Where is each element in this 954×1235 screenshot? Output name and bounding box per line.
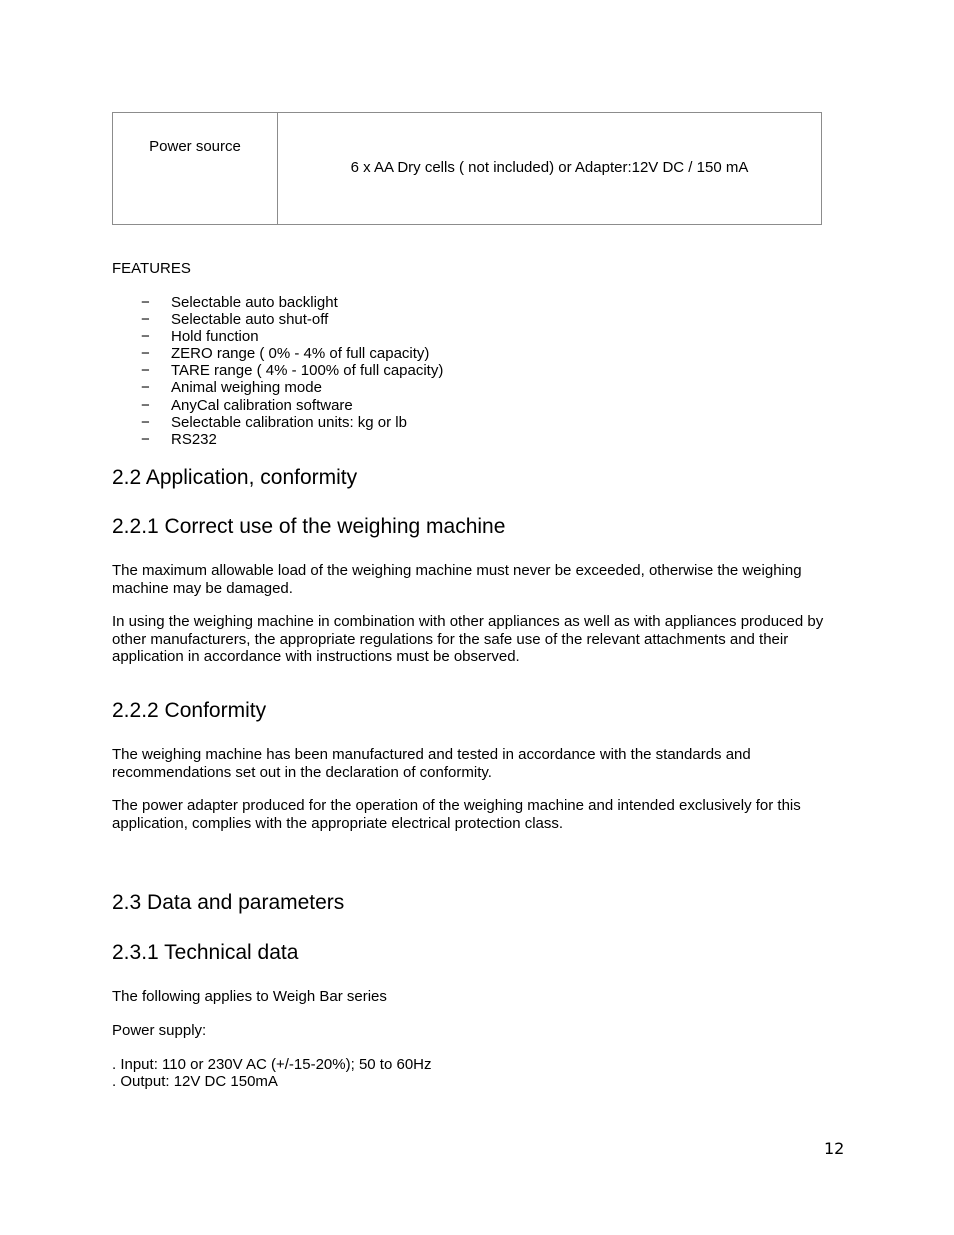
paragraph-power-supply: Power supply: (112, 1022, 207, 1039)
bullet-dash: − (141, 396, 150, 414)
heading-2-3-1: 2.3.1 Technical data (112, 941, 299, 964)
list-item: − Selectable auto shut-off (141, 311, 329, 329)
list-item: − Selectable auto backlight (141, 294, 338, 311)
list-item: − ZERO range ( 0% - 4% of full capacity) (141, 345, 430, 363)
paragraph-max-load: The maximum allowable load of the weighing machine must never be exceeded, otherwise the weighing machine may be damaged. (112, 562, 802, 597)
spec-line-input: . Input: 110 or 230V AC (+/-15-20%); 50 to 60Hz (112, 1056, 432, 1073)
bullet-dash: − (141, 379, 150, 397)
bullet-dash: − (141, 345, 150, 363)
bullet-dash: − (141, 362, 150, 380)
page-number: 12 (824, 1139, 845, 1158)
spec-table (112, 112, 822, 225)
heading-2-2-2: 2.2.2 Conformity (112, 699, 267, 722)
bullet-dash: − (141, 430, 150, 448)
paragraph-combination-use: In using the weighing machine in combination with other appliances as well as with appliances produced by other manufacturers, the appropriate regulations for the safe use of the relevant attachments and their application in accordance with instructions must be observed. (112, 613, 824, 665)
list-item: − Selectable calibration units: kg or lb (141, 413, 407, 431)
heading-2-2-1: 2.2.1 Correct use of the weighing machine (112, 515, 506, 538)
list-item: − AnyCal calibration software (141, 396, 353, 414)
spec-line-output: . Output: 12V DC 150mA (112, 1073, 278, 1090)
paragraph-weigh-bar-series: The following applies to Weigh Bar series (112, 988, 387, 1005)
bullet-dash: − (141, 294, 150, 311)
heading-2-2: 2.2 Application, conformity (112, 466, 358, 489)
features-title: FEATURES (112, 260, 191, 277)
bullet-dash: − (141, 328, 150, 346)
list-item: − Hold function (141, 328, 259, 346)
list-item: − RS232 (141, 430, 217, 448)
paragraph-manufactured-tested: The weighing machine has been manufactured and tested in accordance with the standards and recommendations set out in the declaration of conformity. (112, 746, 751, 781)
bullet-dash: − (141, 311, 150, 329)
bullet-dash: − (141, 413, 150, 431)
heading-2-3: 2.3 Data and parameters (112, 891, 345, 914)
spec-value-power-source: 6 x AA Dry cells ( not included) or Adapter:12V DC / 150 mA (350, 159, 749, 176)
paragraph-power-adapter: The power adapter produced for the operation of the weighing machine and intended exclusively for this application, complies with the appropriate electrical protection class. (112, 797, 801, 832)
list-item: − Animal weighing mode (141, 379, 322, 397)
spec-label-power-source: Power source (149, 138, 241, 155)
list-item: − TARE range ( 4% - 100% of full capacity) (141, 362, 444, 380)
feature-list (112, 294, 443, 448)
